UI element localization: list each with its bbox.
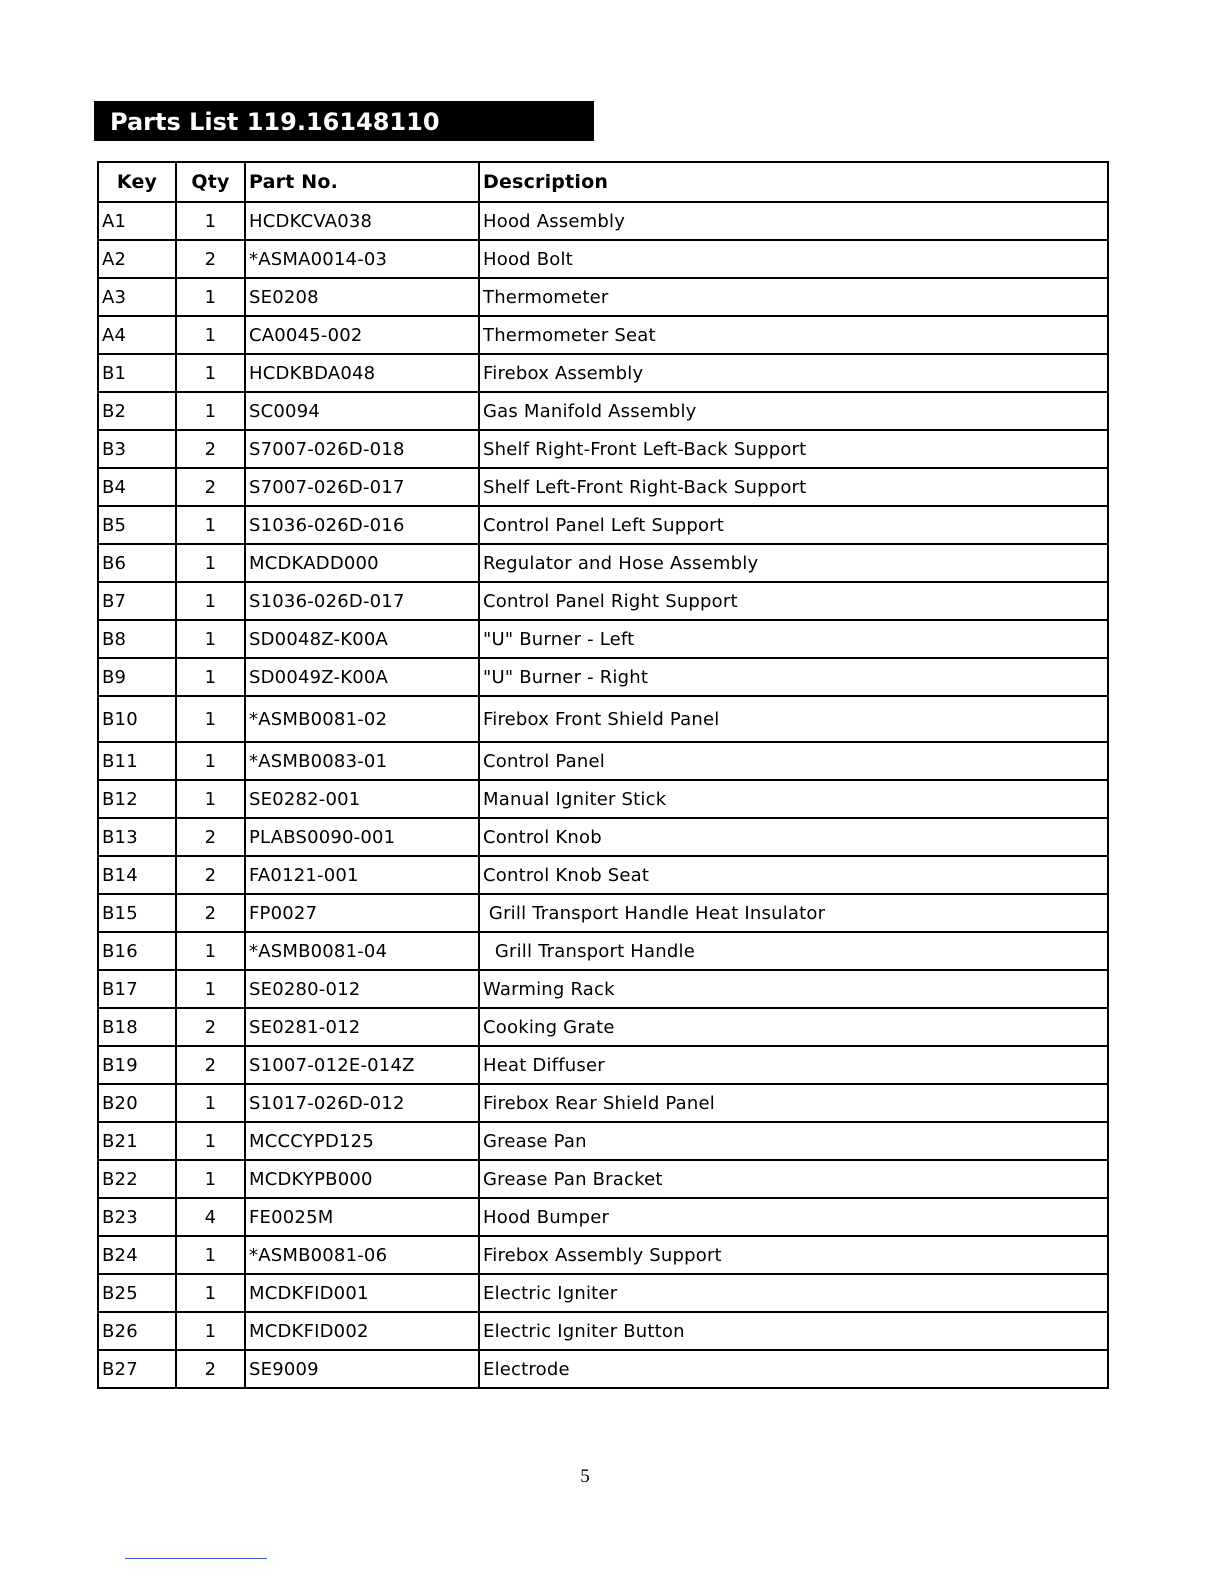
cell-qty: 1 [176,506,245,544]
cell-qty: 1 [176,582,245,620]
cell-key: B12 [98,780,176,818]
cell-qty: 1 [176,1236,245,1274]
table-row [98,392,1108,430]
table-row [98,240,1108,278]
table-row [98,278,1108,316]
cell-part-no: *ASMB0083-01 [245,742,479,780]
cell-key: B17 [98,970,176,1008]
cell-description: Hood Bumper [479,1198,1108,1236]
table-row [98,1008,1108,1046]
cell-description: Heat Diffuser [479,1046,1108,1084]
cell-key: B15 [98,894,176,932]
cell-qty: 1 [176,1274,245,1312]
cell-qty: 1 [176,392,245,430]
cell-part-no: *ASMB0081-02 [245,696,479,742]
cell-part-no: SE0282-001 [245,780,479,818]
cell-key: B10 [98,696,176,742]
cell-qty: 1 [176,278,245,316]
table-row [98,1274,1108,1312]
cell-key: A4 [98,316,176,354]
cell-qty: 1 [176,1160,245,1198]
cell-description: Thermometer [479,278,1108,316]
header-key: Key [98,162,176,202]
table-row [98,1122,1108,1160]
cell-part-no: MCDKYPB000 [245,1160,479,1198]
cell-part-no: SE0281-012 [245,1008,479,1046]
cell-key: B22 [98,1160,176,1198]
header-qty: Qty [176,162,245,202]
table-row [98,316,1108,354]
cell-qty: 2 [176,894,245,932]
cell-part-no: FA0121-001 [245,856,479,894]
cell-part-no: S1036-026D-016 [245,506,479,544]
cell-part-no: CA0045-002 [245,316,479,354]
cell-description: Grill Transport Handle [479,932,1108,970]
cell-key: B13 [98,818,176,856]
cell-description: Shelf Right-Front Left-Back Support [479,430,1108,468]
cell-part-no: FP0027 [245,894,479,932]
cell-qty: 1 [176,1084,245,1122]
table-row [98,1236,1108,1274]
cell-part-no: PLABS0090-001 [245,818,479,856]
cell-qty: 1 [176,202,245,240]
cell-key: B19 [98,1046,176,1084]
cell-qty: 1 [176,620,245,658]
cell-qty: 2 [176,468,245,506]
cell-key: B20 [98,1084,176,1122]
table-row [98,1350,1108,1388]
cell-part-no: *ASMB0081-06 [245,1236,479,1274]
cell-key: B27 [98,1350,176,1388]
cell-qty: 1 [176,1312,245,1350]
cell-part-no: MCCCYPD125 [245,1122,479,1160]
cell-description: Gas Manifold Assembly [479,392,1108,430]
cell-qty: 1 [176,696,245,742]
cell-part-no: HCDKBDA048 [245,354,479,392]
table-row [98,742,1108,780]
table-row [98,696,1108,742]
table-row [98,620,1108,658]
cell-part-no: S1036-026D-017 [245,582,479,620]
page-title: Parts List 119.16148110 [94,101,594,141]
cell-qty: 2 [176,1046,245,1084]
cell-description: "U" Burner - Right [479,658,1108,696]
cell-qty: 1 [176,1122,245,1160]
cell-key: B9 [98,658,176,696]
cell-qty: 1 [176,658,245,696]
cell-key: B24 [98,1236,176,1274]
cell-qty: 1 [176,316,245,354]
cell-key: B18 [98,1008,176,1046]
cell-qty: 2 [176,818,245,856]
cell-part-no: MCDKADD000 [245,544,479,582]
cell-description: Hood Bolt [479,240,1108,278]
cell-key: B8 [98,620,176,658]
cell-qty: 4 [176,1198,245,1236]
footer-rule [125,1558,267,1559]
cell-description: Control Panel Left Support [479,506,1108,544]
cell-key: B21 [98,1122,176,1160]
cell-key: B25 [98,1274,176,1312]
cell-key: B6 [98,544,176,582]
cell-description: Control Knob [479,818,1108,856]
table-row [98,1160,1108,1198]
cell-part-no: SD0049Z-K00A [245,658,479,696]
table-row [98,354,1108,392]
cell-description: Grease Pan [479,1122,1108,1160]
table-row [98,818,1108,856]
table-row [98,1046,1108,1084]
cell-qty: 1 [176,780,245,818]
parts-table [97,161,1109,1389]
cell-description: Hood Assembly [479,202,1108,240]
table-row [98,894,1108,932]
header-part-no: Part No. [245,162,479,202]
cell-key: B26 [98,1312,176,1350]
cell-qty: 2 [176,1350,245,1388]
cell-description: Firebox Assembly [479,354,1108,392]
cell-part-no: SE0208 [245,278,479,316]
cell-description: Firebox Rear Shield Panel [479,1084,1108,1122]
cell-key: A3 [98,278,176,316]
cell-key: B7 [98,582,176,620]
table-row [98,780,1108,818]
table-row [98,932,1108,970]
cell-key: A1 [98,202,176,240]
cell-description: Thermometer Seat [479,316,1108,354]
cell-part-no: S7007-026D-018 [245,430,479,468]
cell-part-no: HCDKCVA038 [245,202,479,240]
cell-description: Grill Transport Handle Heat Insulator [479,894,1108,932]
cell-part-no: SE0280-012 [245,970,479,1008]
table-row [98,658,1108,696]
cell-part-no: SD0048Z-K00A [245,620,479,658]
cell-qty: 2 [176,856,245,894]
cell-description: Cooking Grate [479,1008,1108,1046]
cell-description: Regulator and Hose Assembly [479,544,1108,582]
cell-description: Control Knob Seat [479,856,1108,894]
cell-key: B23 [98,1198,176,1236]
cell-qty: 1 [176,354,245,392]
cell-qty: 1 [176,970,245,1008]
cell-description: Firebox Front Shield Panel [479,696,1108,742]
header-description: Description [479,162,1108,202]
cell-qty: 2 [176,430,245,468]
table-row [98,544,1108,582]
cell-key: B2 [98,392,176,430]
cell-part-no: *ASMB0081-04 [245,932,479,970]
cell-key: B16 [98,932,176,970]
cell-part-no: *ASMA0014-03 [245,240,479,278]
table-row [98,1084,1108,1122]
cell-description: "U" Burner - Left [479,620,1108,658]
cell-qty: 1 [176,544,245,582]
cell-key: B14 [98,856,176,894]
cell-qty: 2 [176,240,245,278]
cell-description: Grease Pan Bracket [479,1160,1108,1198]
cell-key: A2 [98,240,176,278]
cell-part-no: S1017-026D-012 [245,1084,479,1122]
table-row [98,1312,1108,1350]
cell-description: Shelf Left-Front Right-Back Support [479,468,1108,506]
cell-part-no: FE0025M [245,1198,479,1236]
table-row [98,506,1108,544]
table-body [98,202,1108,1388]
cell-qty: 2 [176,1008,245,1046]
cell-key: B3 [98,430,176,468]
cell-part-no: MCDKFID002 [245,1312,479,1350]
cell-description: Electric Igniter Button [479,1312,1108,1350]
cell-key: B1 [98,354,176,392]
table-row [98,1198,1108,1236]
cell-description: Firebox Assembly Support [479,1236,1108,1274]
cell-description: Manual Igniter Stick [479,780,1108,818]
cell-description: Electric Igniter [479,1274,1108,1312]
cell-part-no: S7007-026D-017 [245,468,479,506]
cell-description: Control Panel [479,742,1108,780]
table-row [98,856,1108,894]
table-row [98,202,1108,240]
cell-part-no: S1007-012E-014Z [245,1046,479,1084]
cell-description: Control Panel Right Support [479,582,1108,620]
cell-key: B5 [98,506,176,544]
table-row [98,970,1108,1008]
table-row [98,582,1108,620]
cell-description: Warming Rack [479,970,1108,1008]
cell-key: B11 [98,742,176,780]
cell-qty: 1 [176,742,245,780]
cell-qty: 1 [176,932,245,970]
table-row [98,468,1108,506]
table-header-row [98,162,1108,202]
cell-key: B4 [98,468,176,506]
cell-part-no: MCDKFID001 [245,1274,479,1312]
page-number: 5 [580,1466,590,1487]
table-row [98,430,1108,468]
cell-part-no: SC0094 [245,392,479,430]
cell-part-no: SE9009 [245,1350,479,1388]
cell-description: Electrode [479,1350,1108,1388]
